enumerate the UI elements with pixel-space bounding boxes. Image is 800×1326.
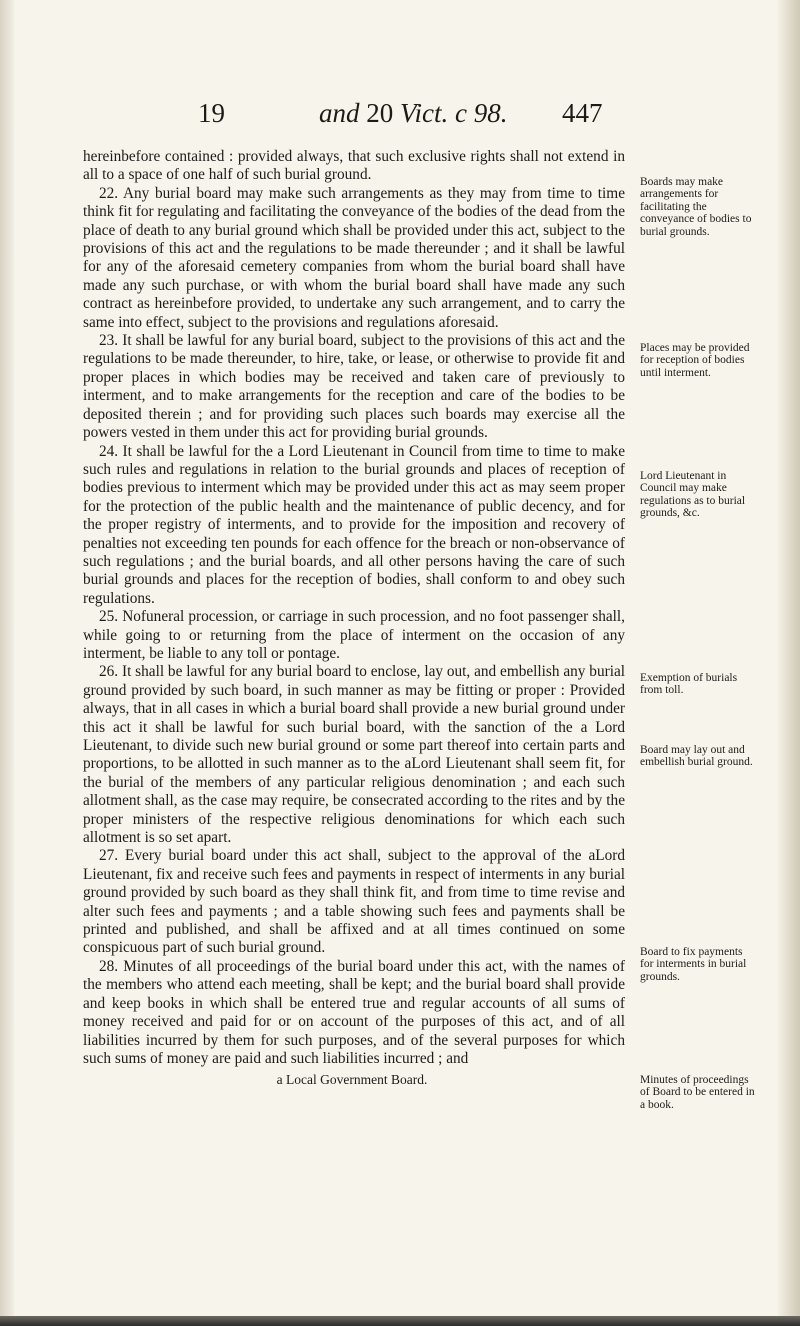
margin-note-28: Minutes of proceedings of Board to be entered in a book. [640,1074,755,1111]
running-header [0,98,800,132]
section-26: 26. It shall be lawful for any burial board to enclose, lay out, and embellish any burial ground provided by such board, in such manner as may be fitting or proper : Provided always, that in all cases in which a burial board shall provide a new burial ground under this act it shall be lawful for such burial board, with the sanction of the a Lord Lieutenant, to divide such new burial ground or some part thereof into certain parts and proportions, to be allotted in such manner as to the aLord Lieutenant shall seem fit, for the burial of the members of any particular religious denomination ; and each such allotment shall, as the case may require, be consecrated according to the rites and by the proper ministers of the respective religious denominations for which each such allotment is so set apart. [83,663,625,847]
header-session-number: 19 [198,98,225,128]
margin-note-25: Exemption of burials from toll. [640,672,738,697]
header-and: and [319,98,360,128]
section-22: 22. Any burial board may make such arrangements as they may from time to time think fit for regulating and facilitating the conveyance of the bodies of the dead from the place of death to any burial ground which shall be provided under this act, subject to the provisions of this act and the regulations to be made thereunder ; and it shall be lawful for any of the aforesaid cemetery companies from whom the burial board shall have made any such purchase, or with whom the burial board shall have made any such contract as hereinbefore provided, to undertake any such arrangement, and to carry the same into effect, subject to the provisions and regulations aforesaid. [83,184,625,331]
section-27: 27. Every burial board under this act shall, subject to the approval of the aLord Lieutenant, fix and receive such fees and payments in respect of interments in any burial ground provided by such board as they shall think fit, and from time to time revise and alter such fees and payments ; and a table showing such fees and payments shall be printed and published, and shall be affixed and at all times continued on some conspicuous part of such burial ground. [83,847,625,957]
paragraph-continuation: hereinbefore contained : provided always, that such exclusive rights shall not extend in all to a space of one half of such burial ground. [83,148,625,184]
section-28: 28. Minutes of all proceedings of the burial board under this act, with the names of the members who attend each meeting, shall be kept; and the burial board shall provide and keep books in which shall be entered true and regular accounts of all sums of money received and paid for or on account of the purposes of this act, and of all liabilities incurred by them for such purposes, and of the several purposes for which such sums of money are paid and such liabilities incurred ; and [83,957,625,1067]
header-num: 20 [366,98,394,128]
margin-note-24: Lord Lieutenant in Council may make regulations as to burial grounds, &c. [640,470,746,520]
section-23: 23. It shall be lawful for any burial board, subject to the provisions of this act and the regulations to be made thereunder, to hire, take, or lease, or otherwise to provide fit and proper places in which bodies may be received and taken care of previously to interment, and to make arrangements for the reception and care of the bodies to be deposited therein ; and for providing such places such boards may exercise all the powers vested in them under this act for providing burial grounds. [83,332,625,442]
body-text [83,148,625,1068]
margin-note-23: Places may be provided for reception of bodies until interment. [640,342,750,379]
page-edge-right [778,0,800,1326]
margin-note-22: Boards may make arrangements for facilitating the conveyance of bodies to burial grounds. [640,176,752,238]
header-vict: Vict. [400,98,449,128]
section-24: 24. It shall be lawful for the a Lord Lieutenant in Council from time to time to make such rules and regulations in relation to the burial grounds and places of reception of bodies previous to interment which may be provided under this act as may seem proper for the protection of the public health and the maintenance of public decency, and for the proper registry of interments, and to provide for the imposition and recovery of penalties not exceeding ten pounds for each offence for the breach or non-observance of such regulations ; and the burial boards, and all other persons having the care of such burial grounds and places for the reception of bodies, shall conform to and obey such regulations. [83,442,625,607]
section-25: 25. Nofuneral procession, or carriage in such procession, and no foot passenger shall, while going to or returning from the place of interment on the occasion of any interment, be liable to any toll or pontage. [83,608,625,662]
page-edge-left [0,0,14,1326]
margin-note-27: Board to fix payments for interments in burial grounds. [640,946,747,983]
header-citation [319,98,507,129]
page-number: 447 [562,98,603,128]
header-chapter: c 98. [454,98,508,128]
margin-note-26: Board may lay out and embellish burial ground. [640,744,753,769]
footnote-text: a Local Government Board. [276,1072,428,1087]
footnote [0,1072,800,1088]
page-bottom-edge [0,1316,800,1326]
